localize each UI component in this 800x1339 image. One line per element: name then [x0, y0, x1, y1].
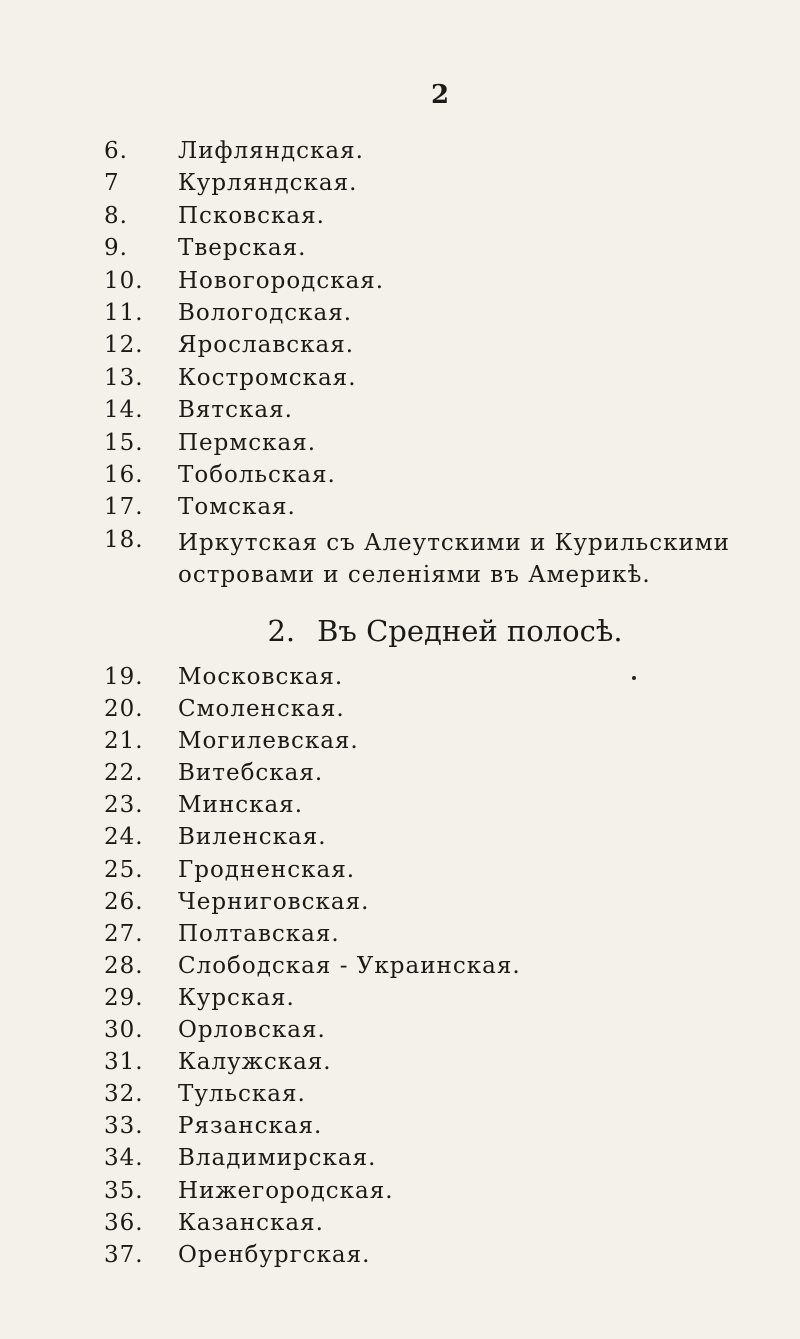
item-number: 35.	[104, 1177, 144, 1204]
list-item	[0, 1017, 800, 1049]
item-number: 28.	[104, 952, 144, 979]
province-name: Полтавская.	[178, 920, 340, 947]
item-number: 15.	[104, 429, 144, 456]
province-name: Рязанская.	[178, 1113, 323, 1140]
item-number: 11.	[104, 299, 144, 326]
list-item	[0, 760, 800, 792]
province-name: Вятская.	[178, 397, 293, 424]
item-number: 17.	[104, 494, 144, 521]
list-item	[0, 1081, 800, 1113]
item-number: 21.	[104, 728, 144, 755]
list-item	[0, 792, 800, 824]
item-number: 13.	[104, 364, 144, 391]
section-title: Въ Средней полосѣ.	[317, 614, 623, 648]
province-name: Виленская.	[178, 824, 327, 851]
item-number: 27.	[104, 920, 144, 947]
item-number: 30.	[104, 1017, 144, 1044]
item-number: 24.	[104, 824, 144, 851]
province-name: Московская.	[178, 664, 344, 690]
item-number: 32.	[104, 1081, 144, 1108]
item-number: 18.	[104, 526, 144, 553]
province-list-middle	[0, 664, 800, 1274]
list-item	[0, 365, 800, 397]
province-name: Курляндская.	[178, 170, 358, 197]
list-item	[0, 824, 800, 856]
item-number: 6.	[104, 138, 128, 164]
list-item	[0, 664, 800, 696]
section-number: 2.	[267, 614, 296, 648]
list-item	[0, 332, 800, 364]
list-item	[0, 696, 800, 728]
list-item	[0, 857, 800, 889]
province-name: Тверская.	[178, 235, 307, 262]
province-name: Новогородская.	[178, 267, 385, 294]
list-item	[0, 300, 800, 332]
province-name: Костромская.	[178, 364, 357, 391]
province-name: Владимирская.	[178, 1145, 377, 1172]
province-name: Вологодская.	[178, 299, 353, 326]
item-number: 29.	[104, 984, 144, 1011]
province-name: Минская.	[178, 792, 303, 819]
item-number: 23.	[104, 792, 144, 819]
item-number: 37.	[104, 1241, 144, 1268]
list-item	[0, 728, 800, 760]
list-item	[0, 235, 800, 267]
item-number: 20.	[104, 696, 144, 723]
list-item	[0, 1242, 800, 1274]
page-number: 2	[430, 80, 450, 110]
item-number: 7	[104, 170, 120, 197]
list-item	[0, 527, 800, 591]
list-item	[0, 430, 800, 462]
province-name: Оренбургская.	[178, 1241, 371, 1268]
section-heading	[0, 614, 800, 648]
province-name: Слободская - Украинская.	[178, 952, 521, 979]
item-number: 14.	[104, 397, 144, 424]
province-name: Курская.	[178, 984, 295, 1011]
province-name: Нижегородская.	[178, 1177, 394, 1204]
list-item	[0, 889, 800, 921]
list-item	[0, 1178, 800, 1210]
list-item	[0, 1145, 800, 1177]
province-name: Тульская.	[178, 1081, 306, 1108]
item-number: 8.	[104, 202, 128, 229]
item-number: 10.	[104, 267, 144, 294]
province-name: Смоленская.	[178, 696, 345, 723]
list-item	[0, 1049, 800, 1081]
item-number: 12.	[104, 332, 144, 359]
item-number: 31.	[104, 1049, 144, 1076]
list-item	[0, 985, 800, 1017]
item-number: 16.	[104, 461, 144, 488]
ink-speck	[632, 676, 636, 680]
province-name: Гродненская.	[178, 856, 356, 883]
item-number: 9.	[104, 235, 128, 262]
province-name: Тобольская.	[178, 461, 336, 488]
list-item	[0, 268, 800, 300]
item-number: 19.	[104, 664, 144, 690]
province-name: Черниговская.	[178, 888, 370, 915]
list-item	[0, 1113, 800, 1145]
province-name: Томская.	[178, 494, 296, 521]
list-item	[0, 921, 800, 953]
item-number: 25.	[104, 856, 144, 883]
province-name: Могилевская.	[178, 728, 359, 755]
list-item	[0, 1210, 800, 1242]
item-number: 26.	[104, 888, 144, 915]
province-name: Пермская.	[178, 429, 317, 456]
item-number: 22.	[104, 760, 144, 787]
list-item	[0, 494, 800, 526]
province-name: Орловская.	[178, 1017, 326, 1044]
item-number: 33.	[104, 1113, 144, 1140]
list-item	[0, 462, 800, 494]
list-item	[0, 203, 800, 235]
province-name: Калужская.	[178, 1049, 332, 1076]
list-item	[0, 397, 800, 429]
list-item	[0, 138, 800, 170]
province-name: Ярославская.	[178, 332, 355, 359]
province-list-northern	[0, 138, 800, 591]
item-number: 36.	[104, 1209, 144, 1236]
province-name: Витебская.	[178, 760, 324, 787]
province-name: Лифляндская.	[178, 138, 364, 164]
province-name: Иркутская съ Алеутскими и Курильскими островами и селеніями въ Америкѣ.	[178, 529, 731, 588]
province-name: Псковская.	[178, 202, 325, 229]
list-item	[0, 170, 800, 202]
province-name: Казанская.	[178, 1209, 324, 1236]
item-number: 34.	[104, 1145, 144, 1172]
list-item	[0, 953, 800, 985]
